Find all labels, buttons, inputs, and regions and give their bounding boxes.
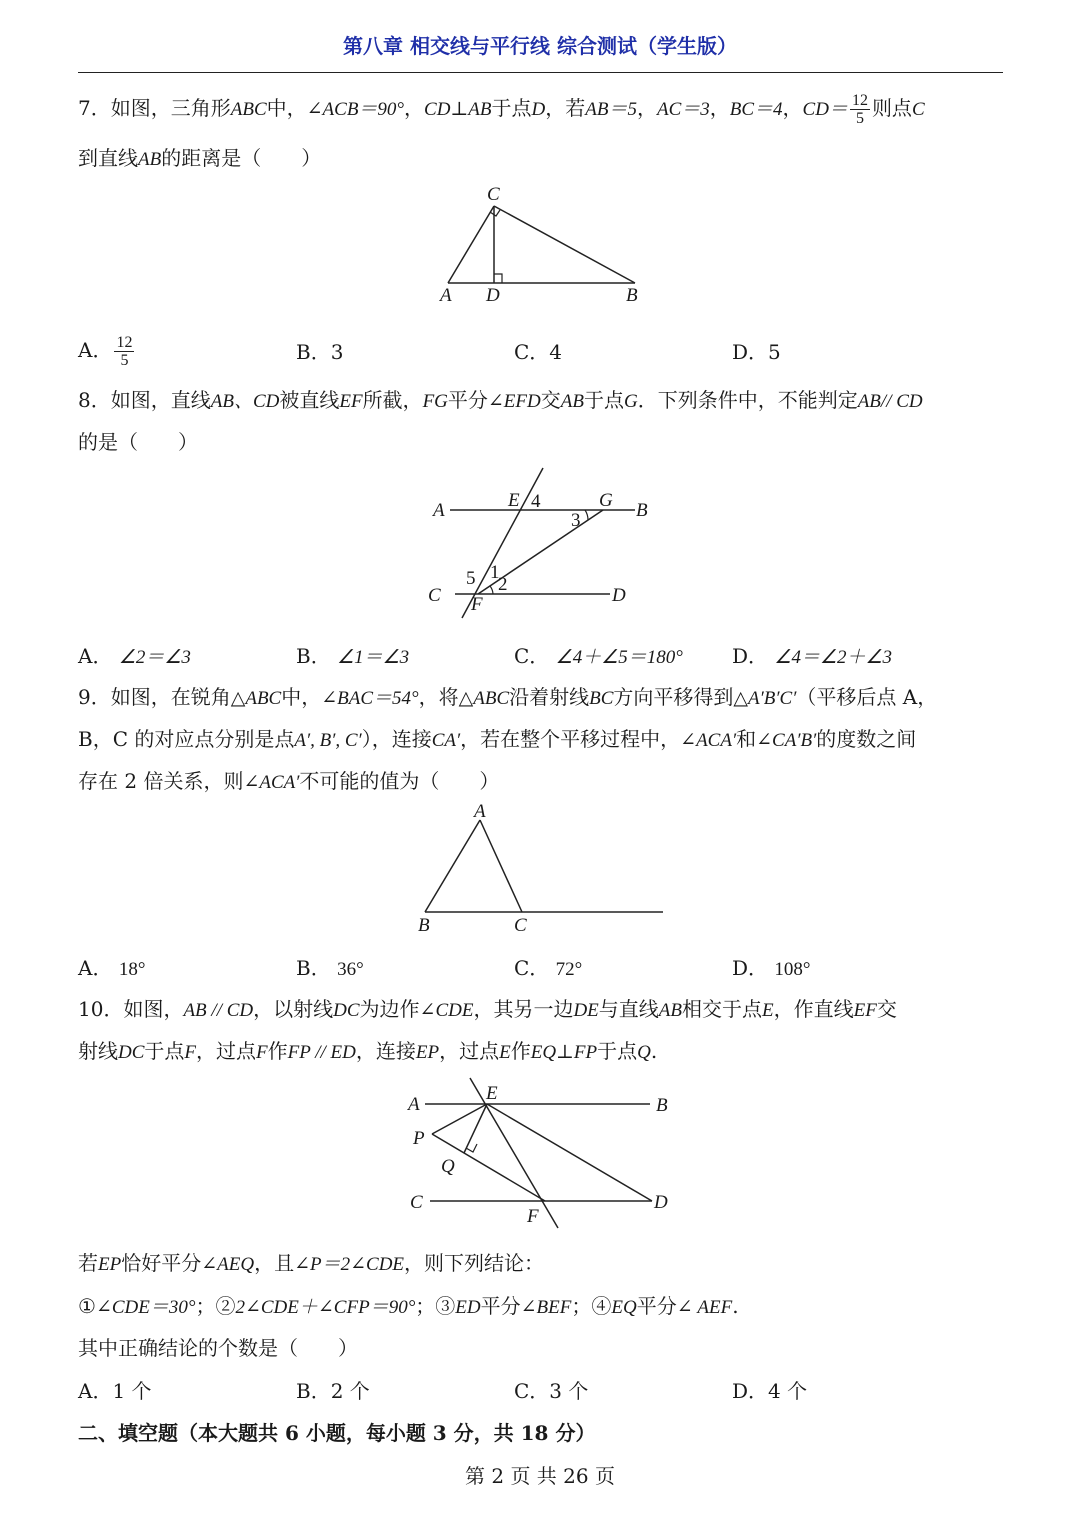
fig8-label-c: C [428, 585, 441, 606]
q7-option-d[interactable]: D．5 [732, 340, 781, 364]
fig10-label-c: C [410, 1192, 423, 1213]
q10-text: ，则下列结论： [404, 1251, 545, 1275]
q8-text: 所截， [362, 388, 423, 412]
q10-ray: DC [333, 1000, 360, 1021]
q10-angle: ∠BEF [520, 1297, 572, 1318]
q10-text: ，作直线 [773, 997, 854, 1021]
q7-point: C [911, 99, 925, 120]
q9-text: 沿着射线 [509, 685, 590, 709]
q10-ray: DC [118, 1042, 145, 1063]
fig7-label-a: A [440, 285, 452, 306]
q10-segment: EP [98, 1254, 122, 1275]
q9-option-d[interactable] [732, 952, 811, 981]
option-label: B． [296, 644, 331, 668]
q9-option-b[interactable] [296, 952, 364, 981]
q7-option-a[interactable] [78, 334, 136, 369]
q10-option-b[interactable]: B．2 个 [296, 1379, 370, 1403]
q10-text: ，过点 [439, 1039, 500, 1063]
q10-text: 于点 [597, 1039, 638, 1063]
option-value: ∠4＝∠2＋∠3 [774, 647, 893, 668]
fig10-label-a: A [408, 1094, 420, 1115]
q10-text: 若 [78, 1251, 98, 1275]
q8-angle: ∠EFD [487, 391, 541, 412]
q10-text: ，过点 [196, 1039, 257, 1063]
q8-ef: EF [339, 391, 363, 412]
q9-figure [410, 798, 680, 938]
q10-angle: ∠AEQ [201, 1254, 255, 1275]
fig8-label-g: G [599, 490, 613, 511]
option-value: ∠2＝∠3 [118, 647, 191, 668]
q10-line-ef: EF [853, 1000, 877, 1021]
fraction-denominator: 5 [120, 352, 129, 369]
q10-line2 [78, 1035, 657, 1064]
fig8-label-e: E [508, 490, 520, 511]
option-label: D． [732, 644, 769, 668]
q8-ab: AB [560, 391, 584, 412]
q10-text: 于点 [144, 1039, 185, 1063]
q8-fg: FG [422, 391, 448, 412]
q7-text: ， [404, 96, 425, 120]
q10-text: 平分 [480, 1294, 521, 1318]
q10-angle-relation: ∠P＝2∠CDE [294, 1254, 405, 1275]
option-value: 72° [555, 959, 583, 980]
q10-text: ；④ [571, 1294, 612, 1318]
q10-parallel: AB // CD [183, 1000, 254, 1021]
q7-fraction [850, 92, 870, 127]
q10-conclusion-1: ∠CDE＝30° [95, 1297, 196, 1318]
q10-text: ① [78, 1294, 96, 1318]
option-label: A． [78, 956, 113, 980]
q10-conclusions [78, 1290, 739, 1319]
q10-text: 10．如图， [78, 997, 184, 1021]
fig10-label-f: F [527, 1206, 539, 1227]
q10-text: ，连接 [355, 1039, 416, 1063]
fig8-label-3: 3 [571, 510, 581, 531]
fig8-label-5: 5 [466, 568, 476, 589]
q10-option-c[interactable]: C．3 个 [514, 1379, 589, 1403]
q10-text: . [732, 1294, 739, 1318]
q7-text: 的距离是（ ） [161, 146, 322, 170]
fig9-label-b: B [418, 915, 430, 936]
q10-option-a[interactable]: A．1 个 [78, 1379, 152, 1403]
q10-segment: EP [415, 1042, 440, 1063]
q10-text: 为边作 [359, 997, 420, 1021]
q10-side: DE [573, 1000, 599, 1021]
fig7-label-b: B [626, 285, 638, 306]
q10-text: 与直线 [598, 997, 659, 1021]
q8-text: 交 [540, 388, 561, 412]
q7-cd: CD＝ [802, 99, 848, 120]
q10-text: ；③ [415, 1294, 456, 1318]
q9-text: ），连接 [361, 727, 432, 751]
q7-ab: AB＝5 [585, 99, 637, 120]
q10-point: E [762, 1000, 774, 1021]
q7-text: 到直线 [78, 146, 138, 170]
q10-text: ；② [195, 1294, 236, 1318]
q8-figure [425, 462, 665, 622]
q10-text: 相交于点 [682, 997, 762, 1021]
option-label: C． [514, 644, 550, 668]
fig9-label-c: C [514, 915, 527, 936]
fig10-label-b: B [656, 1095, 668, 1116]
q9-angle: ∠ACA′ [243, 772, 300, 793]
q10-text: 作 [510, 1039, 531, 1063]
q7-figure [420, 180, 660, 310]
fig8-label-a: A [433, 500, 445, 521]
fig7-label-d: D [486, 285, 500, 306]
q7-option-b[interactable]: B．3 [296, 340, 344, 364]
q10-conclusion-2: 2∠CDE＋∠CFP＝90° [235, 1297, 416, 1318]
q7-bc: BC＝4 [729, 99, 783, 120]
q10-text: 交 [876, 997, 897, 1021]
q9-text: ，若在整个平移过程中， [460, 727, 681, 751]
option-value: 36° [337, 959, 364, 980]
q10-text: 作 [267, 1039, 288, 1063]
fig10-label-d: D [654, 1192, 668, 1213]
fraction-numerator: 12 [851, 92, 868, 109]
q9-text: （平移后点 A， [796, 685, 938, 709]
option-value: ∠4＋∠5＝180° [555, 647, 683, 668]
q7-angle: ∠ACB＝90° [306, 99, 405, 120]
q10-text: . [650, 1039, 658, 1063]
q7-line1: 7．如图，三角形ABC中，∠ACB＝90°，CD⊥AB于点D，若AB＝5，AC＝3，BC＝4，CD＝ $\frac{12}{5}$ 则点C [78, 92, 925, 127]
option-value: ∠1＝∠3 [337, 647, 410, 668]
q9-angle: ∠BAC＝54° [321, 688, 419, 709]
q7-line2 [78, 142, 321, 171]
q10-point: F [256, 1042, 268, 1063]
q10-point: Q [637, 1042, 651, 1063]
q9-text: 方向平移得到 [613, 685, 734, 709]
q9-text: 和 [736, 727, 757, 751]
q10-segment: ED [455, 1297, 481, 1318]
fig10-label-q: Q [441, 1156, 455, 1177]
q9-angle: ∠ACA′ [680, 730, 737, 751]
q10-text: ，且 [254, 1251, 295, 1275]
fraction-numerator: 12 [116, 334, 133, 351]
fig8-label-f: F [471, 594, 483, 615]
q9-triangle: △ABC [458, 688, 510, 709]
fig7-label-c: C [487, 184, 500, 205]
q9-points: A′, B′, C′ [294, 730, 362, 751]
option-label: A． [78, 338, 113, 362]
q10-perp: EQ⊥FP [530, 1042, 598, 1063]
q7-option-c[interactable]: C．4 [514, 340, 563, 364]
q10-line1 [78, 993, 897, 1022]
q8-line2: 的是（ ） [78, 430, 198, 454]
fig10-label-e: E [486, 1083, 498, 1104]
q10-text: 射线 [78, 1039, 118, 1063]
q10-line3 [78, 1247, 544, 1276]
q7-text: 中， [266, 96, 307, 120]
q8-parallel: AB// CD [857, 391, 923, 412]
q9-text: 9．如图，在锐角 [78, 685, 231, 709]
q7-ac: AC＝3 [656, 99, 710, 120]
fraction-denominator: 5 [855, 110, 864, 127]
option-label: A． [78, 644, 113, 668]
option-value: 18° [118, 959, 146, 980]
q8-text: 平分 [447, 388, 488, 412]
q9-text: 的度数之间 [816, 727, 917, 751]
q9-text: 中， [281, 685, 322, 709]
q10-angle: ∠ AEF [676, 1297, 733, 1318]
q7-text: 于点 [491, 96, 532, 120]
q8-text: 于点 [583, 388, 624, 412]
q9-angle: ∠CA′B′ [756, 730, 817, 751]
fig10-label-p: P [413, 1128, 425, 1149]
q10-text: ，其另一边 [473, 997, 574, 1021]
q9-segment: CA′ [431, 730, 461, 751]
q9-line3 [78, 765, 499, 794]
page-header-title: 第八章 相交线与平行线 综合测试（学生版） [343, 34, 737, 58]
q8-text: 被直线 [279, 388, 340, 412]
q9-triangle-image: △A′B′C′ [733, 688, 797, 709]
q9-line2 [78, 723, 916, 752]
q8-option-a[interactable] [78, 640, 191, 669]
q7-point: D [531, 99, 546, 120]
option-label: C． [514, 956, 550, 980]
fig8-label-1: 1 [490, 562, 500, 583]
q7-perp: CD⊥AB [424, 99, 492, 120]
q9-text: B，C 的对应点分别是点 [78, 727, 295, 751]
q9-ray: BC [589, 688, 614, 709]
page-footer: 第 2 页 共 26 页 [465, 1464, 615, 1488]
option-label: D． [732, 956, 769, 980]
q10-line5: 其中正确结论的个数是（ ） [78, 1336, 358, 1360]
q7-text: 7．如图，三角形 [78, 96, 231, 120]
q10-line-ab: AB [658, 1000, 682, 1021]
q10-point: F [184, 1042, 197, 1063]
q9-text: ，将 [418, 685, 459, 709]
q8-text: ．下列条件中，不能判定 [637, 388, 858, 412]
q10-figure [400, 1074, 690, 1234]
q10-point: E [499, 1042, 511, 1063]
q9-triangle: △ABC [230, 688, 282, 709]
fig8-label-2: 2 [498, 574, 508, 595]
q10-text: 平分 [636, 1294, 677, 1318]
fig8-label-b: B [636, 500, 648, 521]
option-label: B． [296, 956, 331, 980]
q7-ab-label: AB [138, 149, 162, 170]
header-rule [78, 72, 1003, 73]
q7-text: 则点 [871, 96, 912, 120]
q9-text: 存在 2 倍关系，则 [78, 769, 244, 793]
q8-option-d[interactable] [732, 640, 892, 669]
q8-point: G [623, 391, 638, 412]
q10-parallel: FP // ED [287, 1042, 356, 1063]
q10-text: 恰好平分 [121, 1251, 202, 1275]
q8-lines: AB、CD [210, 391, 280, 412]
q8-option-c[interactable] [514, 640, 683, 669]
q7-abc: ABC [230, 99, 267, 120]
q10-segment: EQ [611, 1297, 637, 1318]
q8-option-b[interactable] [296, 640, 409, 669]
q9-option-c[interactable] [514, 952, 582, 981]
fig9-label-a: A [474, 801, 486, 822]
section2-title: 二、填空题（本大题共 6 小题，每小题 3 分，共 18 分） [78, 1421, 596, 1445]
q10-angle: ∠CDE [419, 1000, 474, 1021]
fig8-label-d: D [612, 585, 626, 606]
q8-line1 [78, 384, 923, 413]
q9-text: 不可能的值为（ ） [299, 769, 500, 793]
option-value: 108° [774, 959, 811, 980]
fig8-label-4: 4 [531, 491, 541, 512]
q9-option-a[interactable] [78, 952, 145, 981]
q7-text: ，若 [545, 96, 586, 120]
q7-option-a-fraction [114, 334, 134, 369]
q8-text: 8．如图，直线 [78, 388, 211, 412]
q9-line1 [78, 681, 937, 710]
q10-text: ，以射线 [253, 997, 334, 1021]
q10-option-d[interactable]: D．4 个 [732, 1379, 808, 1403]
